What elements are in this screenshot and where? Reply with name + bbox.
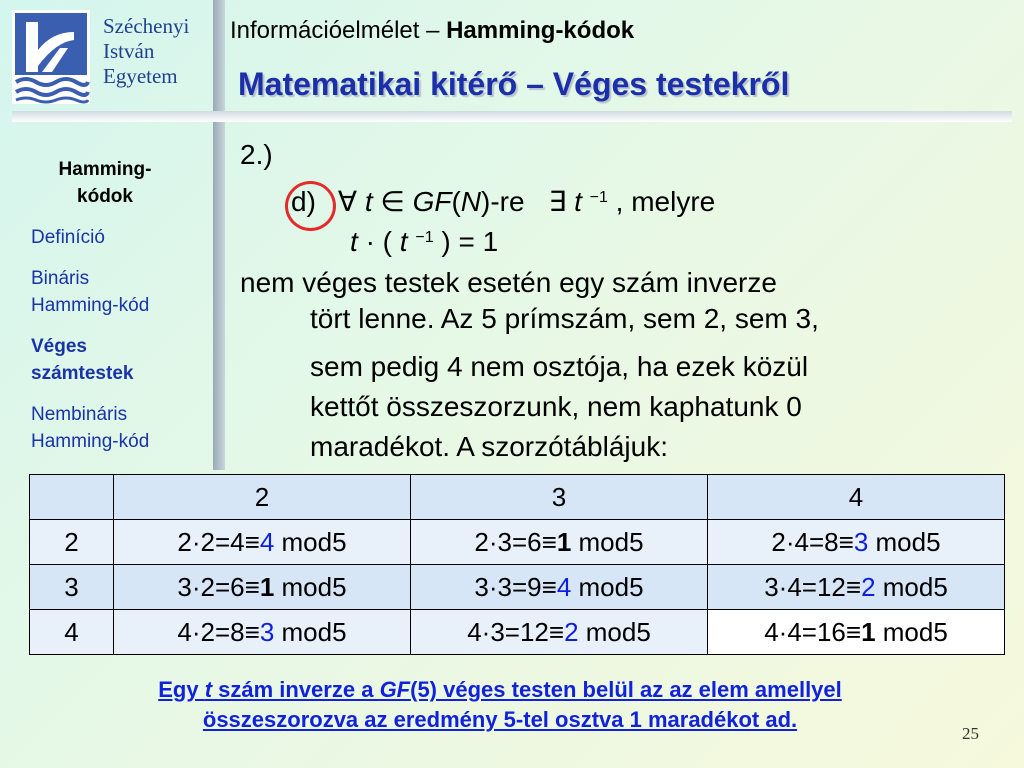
cell-expression: 3·2=6≡ xyxy=(177,571,260,602)
cell-mod: mod5 xyxy=(571,571,644,602)
var-t: t xyxy=(364,186,373,217)
table-cell xyxy=(411,520,708,565)
var-t-inverse: t xyxy=(574,186,582,217)
university-name-line: Egyetem xyxy=(103,64,178,88)
sidebar-item-label: számtestek xyxy=(31,363,134,384)
cell-mod: mod5 xyxy=(875,616,948,647)
row-label: 3 xyxy=(30,565,114,610)
table-header-cell xyxy=(30,475,114,520)
cell-result: 2 xyxy=(564,616,579,647)
paragraph-line: sem pedig 4 nem osztója, ha ezek közül xyxy=(310,351,809,382)
sidebar-item-definition[interactable] xyxy=(0,224,210,251)
cell-expression: 3·4=12≡ xyxy=(764,571,862,602)
table-header-cell: 4 xyxy=(708,475,1005,520)
page-number: 25 xyxy=(962,724,979,743)
table-header-row xyxy=(30,475,1005,520)
table-row xyxy=(30,520,1005,565)
course-topic: Hamming-kódok xyxy=(446,17,635,44)
cell-result: 4 xyxy=(259,526,275,557)
cell-result: 1 xyxy=(556,526,572,557)
table-cell xyxy=(708,520,1005,565)
cell-mod: mod5 xyxy=(274,616,347,647)
sidebar-item-binary-hamming[interactable] xyxy=(0,265,210,319)
summary-note xyxy=(0,675,1000,735)
equation-line: t · ( t $^{-1}$ ) = 1 xyxy=(350,226,499,257)
university-name-line: István xyxy=(103,39,155,63)
vertical-divider xyxy=(213,0,225,470)
cell-mod: mod5 xyxy=(578,616,651,647)
multiplication-table xyxy=(29,474,1005,655)
item-number: 2.) xyxy=(240,139,273,170)
table-cell xyxy=(708,565,1005,610)
var-n: N xyxy=(460,186,482,217)
exists-symbol: ∃ xyxy=(548,186,567,217)
sidebar-item-label: Definíció xyxy=(31,227,105,248)
university-name xyxy=(103,14,189,89)
table-cell xyxy=(114,520,411,565)
cell-mod: mod5 xyxy=(274,571,347,602)
element-symbol: ∈ xyxy=(380,186,405,217)
sidebar-item-label: Véges xyxy=(31,336,87,357)
cell-mod: mod5 xyxy=(571,526,644,557)
cell-expression: 2·3=6≡ xyxy=(474,526,557,557)
cell-mod: mod5 xyxy=(274,526,347,557)
summary-gf: GF xyxy=(379,677,411,702)
table-row xyxy=(30,610,1005,655)
cell-expression: 4·4=16≡ xyxy=(764,616,862,647)
gf-symbol: GF xyxy=(412,186,452,217)
course-prefix: Információelmélet – xyxy=(230,17,447,44)
var-t: t xyxy=(350,226,358,257)
cell-result: 3 xyxy=(853,526,869,557)
course-heading xyxy=(230,17,634,45)
table-row xyxy=(30,565,1005,610)
paragraph-line: maradékot. A szorzótáblájuk: xyxy=(310,431,668,462)
table-cell xyxy=(411,565,708,610)
summary-line-1 xyxy=(0,675,1000,705)
summary-text: (5) véges testen belül az az elem amellyel xyxy=(410,677,842,702)
horizontal-divider xyxy=(12,111,1012,122)
sidebar-item-nonbinary-hamming[interactable] xyxy=(0,401,210,455)
row-label: 4 xyxy=(30,610,114,655)
cell-result: 2 xyxy=(861,571,876,602)
cell-result: 4 xyxy=(556,571,572,602)
paragraph-line: nem véges testek esetén egy szám inverze xyxy=(240,267,777,298)
sidebar-item-label: Hamming-kód xyxy=(31,295,150,316)
paragraph-line: kettőt összeszorzunk, nem kaphatunk 0 xyxy=(310,391,802,422)
sidebar-item-label: Hamming- xyxy=(58,159,152,180)
table-cell xyxy=(114,565,411,610)
cell-expression: 2·2=4≡ xyxy=(177,526,260,557)
table-cell xyxy=(708,610,1005,655)
summary-var-t: t xyxy=(204,677,213,702)
cell-expression: 3·3=9≡ xyxy=(474,571,557,602)
row-label: 2 xyxy=(30,520,114,565)
melyre-text: , melyre xyxy=(615,186,716,217)
sidebar-item-label: kódok xyxy=(77,186,133,207)
var-t: t xyxy=(399,226,408,257)
sidebar-item-label: Bináris xyxy=(31,268,90,289)
cell-result: 1 xyxy=(861,616,876,647)
university-logo xyxy=(12,10,90,104)
summary-line-2: összeszorozva az eredmény 5-tel osztva 1 maradékot ad. xyxy=(202,707,798,732)
table-header-cell: 3 xyxy=(411,475,708,520)
table-cell xyxy=(114,610,411,655)
d-label: d) xyxy=(291,186,316,217)
summary-text: szám inverze a xyxy=(212,677,380,702)
cell-result: 3 xyxy=(259,616,275,647)
re-suffix: )-re xyxy=(481,186,525,217)
cell-expression: 2·4=8≡ xyxy=(771,526,854,557)
sidebar-nav xyxy=(0,156,210,469)
cell-mod: mod5 xyxy=(868,526,941,557)
dot-symbol: · xyxy=(365,226,375,257)
sidebar-item-hamming-codes[interactable] xyxy=(0,156,210,210)
equation-tail: ) = 1 xyxy=(441,226,499,257)
paragraph-line: tört lenne. Az 5 prímszám, sem 2, sem 3, xyxy=(310,303,819,334)
table-cell xyxy=(411,610,708,655)
sidebar-item-label: Nembináris xyxy=(31,404,128,425)
slide-title: Matematikai kitérő – Véges testekről xyxy=(238,66,790,102)
inverse-exponent: −1 xyxy=(589,189,608,206)
university-name-line: Széchenyi xyxy=(103,14,190,38)
table-header-cell: 2 xyxy=(114,475,411,520)
inverse-exponent: −1 xyxy=(415,229,434,246)
cell-result: 1 xyxy=(259,571,275,602)
forall-symbol: ∀ xyxy=(337,186,358,217)
cell-mod: mod5 xyxy=(875,571,948,602)
sidebar-item-label: Hamming-kód xyxy=(31,431,150,452)
definition-line: d) ∀ t ∈ GF(N)-re ∃ t $^{-1}$ , melyre xyxy=(291,186,716,217)
summary-text: Egy xyxy=(158,677,205,702)
cell-expression: 4·2=8≡ xyxy=(177,616,260,647)
sidebar-item-finite-fields[interactable] xyxy=(0,333,210,387)
cell-expression: 4·3=12≡ xyxy=(467,616,565,647)
